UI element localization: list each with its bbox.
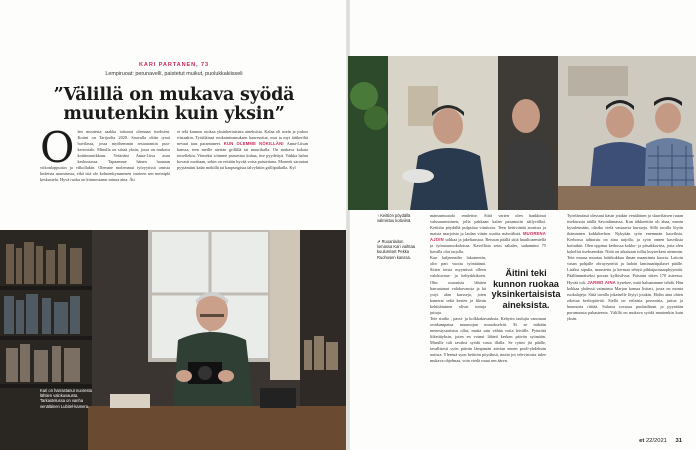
pull-quote: Äitini teki kunnon ruokaa yksinkertaisista aineksista. [487, 266, 565, 312]
paragraph: Kun kuljennailte lakaisentin, olin pari vuotta työntäämä. Sitten toista myymissä olleen valokuvaus- ja kehyskkikoen. Olin osuonista lähtien harraatanut valokuvausta ja kä ysiyt alan kursseja, joten kamerat sekä kesien ja filmin kehittäminen olivat tuttuja juttuja. [430, 255, 486, 315]
photo-illustration [348, 56, 696, 210]
magazine-brand: et [639, 438, 645, 444]
paragraph: Ehdin aina ohten odottaa kerhopäivää. Siellä on erilaista persoonia, juttua ja huumoria riittää. Sulassa sovussa puuhailtuun ja pyyntään porumaasta pahasteesta. [567, 291, 683, 315]
paragraph: Pyinttitä liiketätyksin, joten en voinut lähteä kesken päivän syömään. Minulle tuli tavaksi syödä vasta illalla. [430, 327, 546, 345]
headline: ”Välillä on mukava syödä muutenkin kuin yksin” [53, 85, 295, 124]
paragraph: Välillä on mukava syödä muutenkin kuin yksin. [567, 309, 683, 321]
page-number: 31 [675, 438, 682, 444]
subheading: JARMO AINA [587, 279, 618, 285]
person-kicker: KARI PARTANEN, 73 [138, 62, 210, 68]
paragraph: Keittiön pöydällä pulpsitaa viinitorta. Teen keitiviinää aronista ja maista marjoista ja laulan viinin osoitta mäsvälistä. [430, 225, 546, 237]
paragraph: Nykyään syön enemmän kasviksia. Kerhossa tahtuistu on aina tarjolla, ja syön onnen kasviksia kotinikin. [567, 231, 683, 249]
subheading: MUORENA AJOIN [430, 231, 546, 243]
paragraph: Se ryttni jäi päälle, tavallisesti syön päivän lämpimän aterian ennen pooli-yhdeksän uutisia. Yleensä syon keittiön pöydässä, mutta jos televisiosta tulee mukava ohjelmaa, voin viedä ruuat sen äären. [430, 339, 546, 364]
body-column-4 [567, 213, 683, 435]
paragraph: Moneeti saruutan pyytämiini kalat mökillä tai kaupungissa talvyhtiön grillipaikalla. Kyl [177, 159, 308, 171]
paragraph: Hyvä ruoka on kiinnostanut minua aina. Ätt [60, 177, 135, 183]
paragraph: Työelämässä olessani käsin jotakin venäläisen ja slaavilaisen ruuan itsekurssia täällä Savonlinnassa. Kun täkkoettiin oli ahaa, menin kysuleimään, olisiko vielä vastaavia kursseja. Sillä tavalla löytin ikäminnen kokkikerhon. [567, 213, 683, 237]
paragraph: len muutesta saakka toitunut olemaan itsekseni. Kotini on Tarijoelta 2020. Sauvalla oltiin tyssä huvilassa, jossa myöhemmin restaurantin puu-kerrostalo. Minulla on siissä yksin, jossa on mukava kotitimarrikkaas. [77, 129, 170, 159]
body-column-2 [177, 129, 308, 227]
favorite-foods: Lempiruoat: perunavelli, paistetut muikut, puolukkakiisseli [105, 71, 243, 77]
photo-illustration [0, 230, 346, 450]
issue-number: 22/2021 [645, 438, 667, 444]
arrow-up-icon: ↑ [377, 213, 380, 218]
dropcap: O [40, 129, 75, 172]
body-column-3 [430, 213, 546, 445]
paragraph: sokkaa ja jakeltaustoa. Reissun päällä siitä hauiltoaemiellä ja työmaarruokaloissa. Kavellista seim saliales, sadannimi 75 havalla olut tarjolla. [430, 237, 546, 255]
paragraph: Anna-Liisan kanssa, teen meille aterian grillillä tai muurikalla. On mukava kokata toisellekin. Viimeksi söimme paistettua kuhaa, itse pyydettyä. Vaikka haluu kovasti moittaan, sekin on erittäin hyvää voisa paistettuna. [177, 141, 308, 165]
photo-caption-left: Kari on harrastanut nuoresta lähtien valokuvausta. Tarkastelussa on vanha venäläinen Lubitel-kamera. [40, 388, 92, 409]
photo-men-cooking [348, 56, 696, 210]
paragraph: Vetäriäni Anna-Liisa asuu keskustassa. Tapaamme hänen luonaan viikonloppuisin ja vilkollakin. Olemme molemmat työryytissä omista kodeista asumisesta, eikä sitä ole kolmenkymmenen vuoteen sen meiniplä keskustelu. [40, 153, 170, 183]
page-footer [639, 438, 682, 444]
paragraph: kysekee, mitä haluammme tehdä. Hän kokkaa yhdessä vaimonsa Marjan kanssa lisitari, jossa on monta ruokalajeja. Siitä tavalla jokaiselle löytyi jotakin. [567, 279, 683, 297]
photo-man-with-camera [0, 230, 346, 450]
body-column-1 [40, 129, 170, 227]
paragraph: Tete studio , passi- ja kolkkakuvauksia. Kehyrin taulujia vanoman orutkampaina muumojan muuokselväi. Ei se mikään menestystaristus ollut, mutta sain vähän voita leivälle. [430, 315, 546, 333]
photo-caption-wine: ↑ Keittiön pöydällä valmistuu kotiviinä. [377, 213, 412, 224]
paragraph: mänsuntuutolo ennleitse. Siitä varten olen hankkinut valusuunnioinen, jolla pakkaan kalan pasamuiin säilyvälksi. [430, 213, 546, 225]
paragraph: ei teki kunnon ruokaa yksinkertaisista aineksista. Kalaa oli useín ja joskus riistaakin. Työtiläinsä ruokaintoamuksen hauresottat, mut ta myi äitikeriltä nevaat taas parantuneet. [177, 129, 308, 147]
subheading: KUN OLEMME NÖKILLÄNI [223, 141, 287, 147]
photo-caption-cooking: ↗ Ruoanlaiton lomassa Kari vaihtaa kuulumiset Pekka Ruohosen kanssa. [377, 239, 415, 260]
arrow-upright-icon: ↗ [377, 239, 381, 244]
paragraph: Olen oppinut kerhossa kokko- ja pitsakkavirta, joita olen kokellut itsekseenkin. Niitä on aikaisaan tullut kuyserkeni aiemmin. Tein muusa muutaa laittikukkua ilman maantimta kuorta. Laitoin vasan pohjalle ohrayryneitä ja ladoin laminaattipalaset päälle. Lisäksi sipulia, maustetta ja kermaa tehtyä pihlaijuonaarpkyynttiä. Päällimmäiseksi porsan kylkisilvua. Paistuin sitten 170 asteessa. Hyvää tuli. [567, 243, 683, 285]
